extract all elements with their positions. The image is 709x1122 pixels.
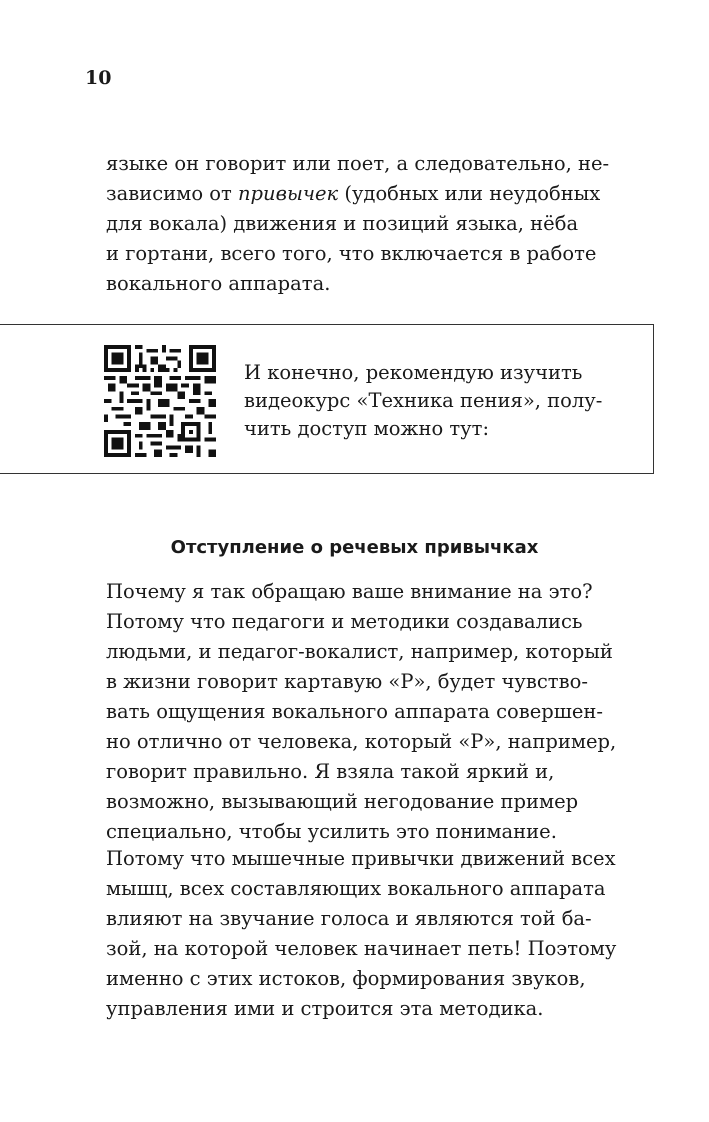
text-line: И конечно, рекомендую изучить [244, 361, 583, 384]
text-line: людьми, и педагог-вокалист, например, который [106, 640, 613, 663]
text-line: Потому что педагоги и методики создавались [106, 610, 583, 633]
italic-term: привычек [238, 182, 339, 205]
qr-callout-text [244, 359, 644, 443]
text-line: именно с этих истоков, формирования звуков, [106, 967, 586, 990]
text-line: в жизни говорит картавую «Р», будет чувство- [106, 670, 588, 693]
text-line: для вокала) движения и позиций языка, нёба [106, 212, 579, 235]
text-line: влияют на звучание голоса и являются той ба- [106, 907, 592, 930]
text-line: Потому что мышечные привычки движений всех [106, 847, 616, 870]
text-fragment: зависимо от [106, 182, 238, 205]
paragraph-1 [106, 577, 636, 847]
text-line: Почему я так обращаю ваше внимание на это? [106, 580, 593, 603]
text-line: но отлично от человека, который «Р», например, [106, 730, 617, 753]
text-line: управления ими и строится эта методика. [106, 997, 544, 1020]
paragraph-2 [106, 844, 636, 1024]
text-fragment: (удобных или неудобных [338, 182, 601, 205]
page-number: 10 [85, 67, 112, 89]
text-line: зой, на которой человек начинает петь! Поэтому [106, 937, 617, 960]
text-line: языке он говорит или поет, а следовательно, не- [106, 152, 610, 175]
text-line: мышц, всех составляющих вокального аппарата [106, 877, 606, 900]
qr-code[interactable] [104, 345, 216, 457]
text-line: вать ощущения вокального аппарата совершен- [106, 700, 604, 723]
text-line [106, 179, 636, 209]
text-line: возможно, вызывающий негодование пример [106, 790, 579, 813]
text-line: чить доступ можно тут: [244, 417, 490, 440]
text-line: вокального аппарата. [106, 272, 331, 295]
qr-callout-box [0, 324, 654, 474]
text-line: говорит правильно. Я взяла такой яркий и, [106, 760, 555, 783]
text-line: видеокурс «Техника пения», полу- [244, 389, 603, 412]
text-line: и гортани, всего того, что включается в работе [106, 242, 597, 265]
text-line: специально, чтобы усилить это понимание. [106, 820, 557, 843]
intro-paragraph [106, 149, 636, 299]
section-heading: Отступление о речевых привычках [170, 537, 539, 558]
